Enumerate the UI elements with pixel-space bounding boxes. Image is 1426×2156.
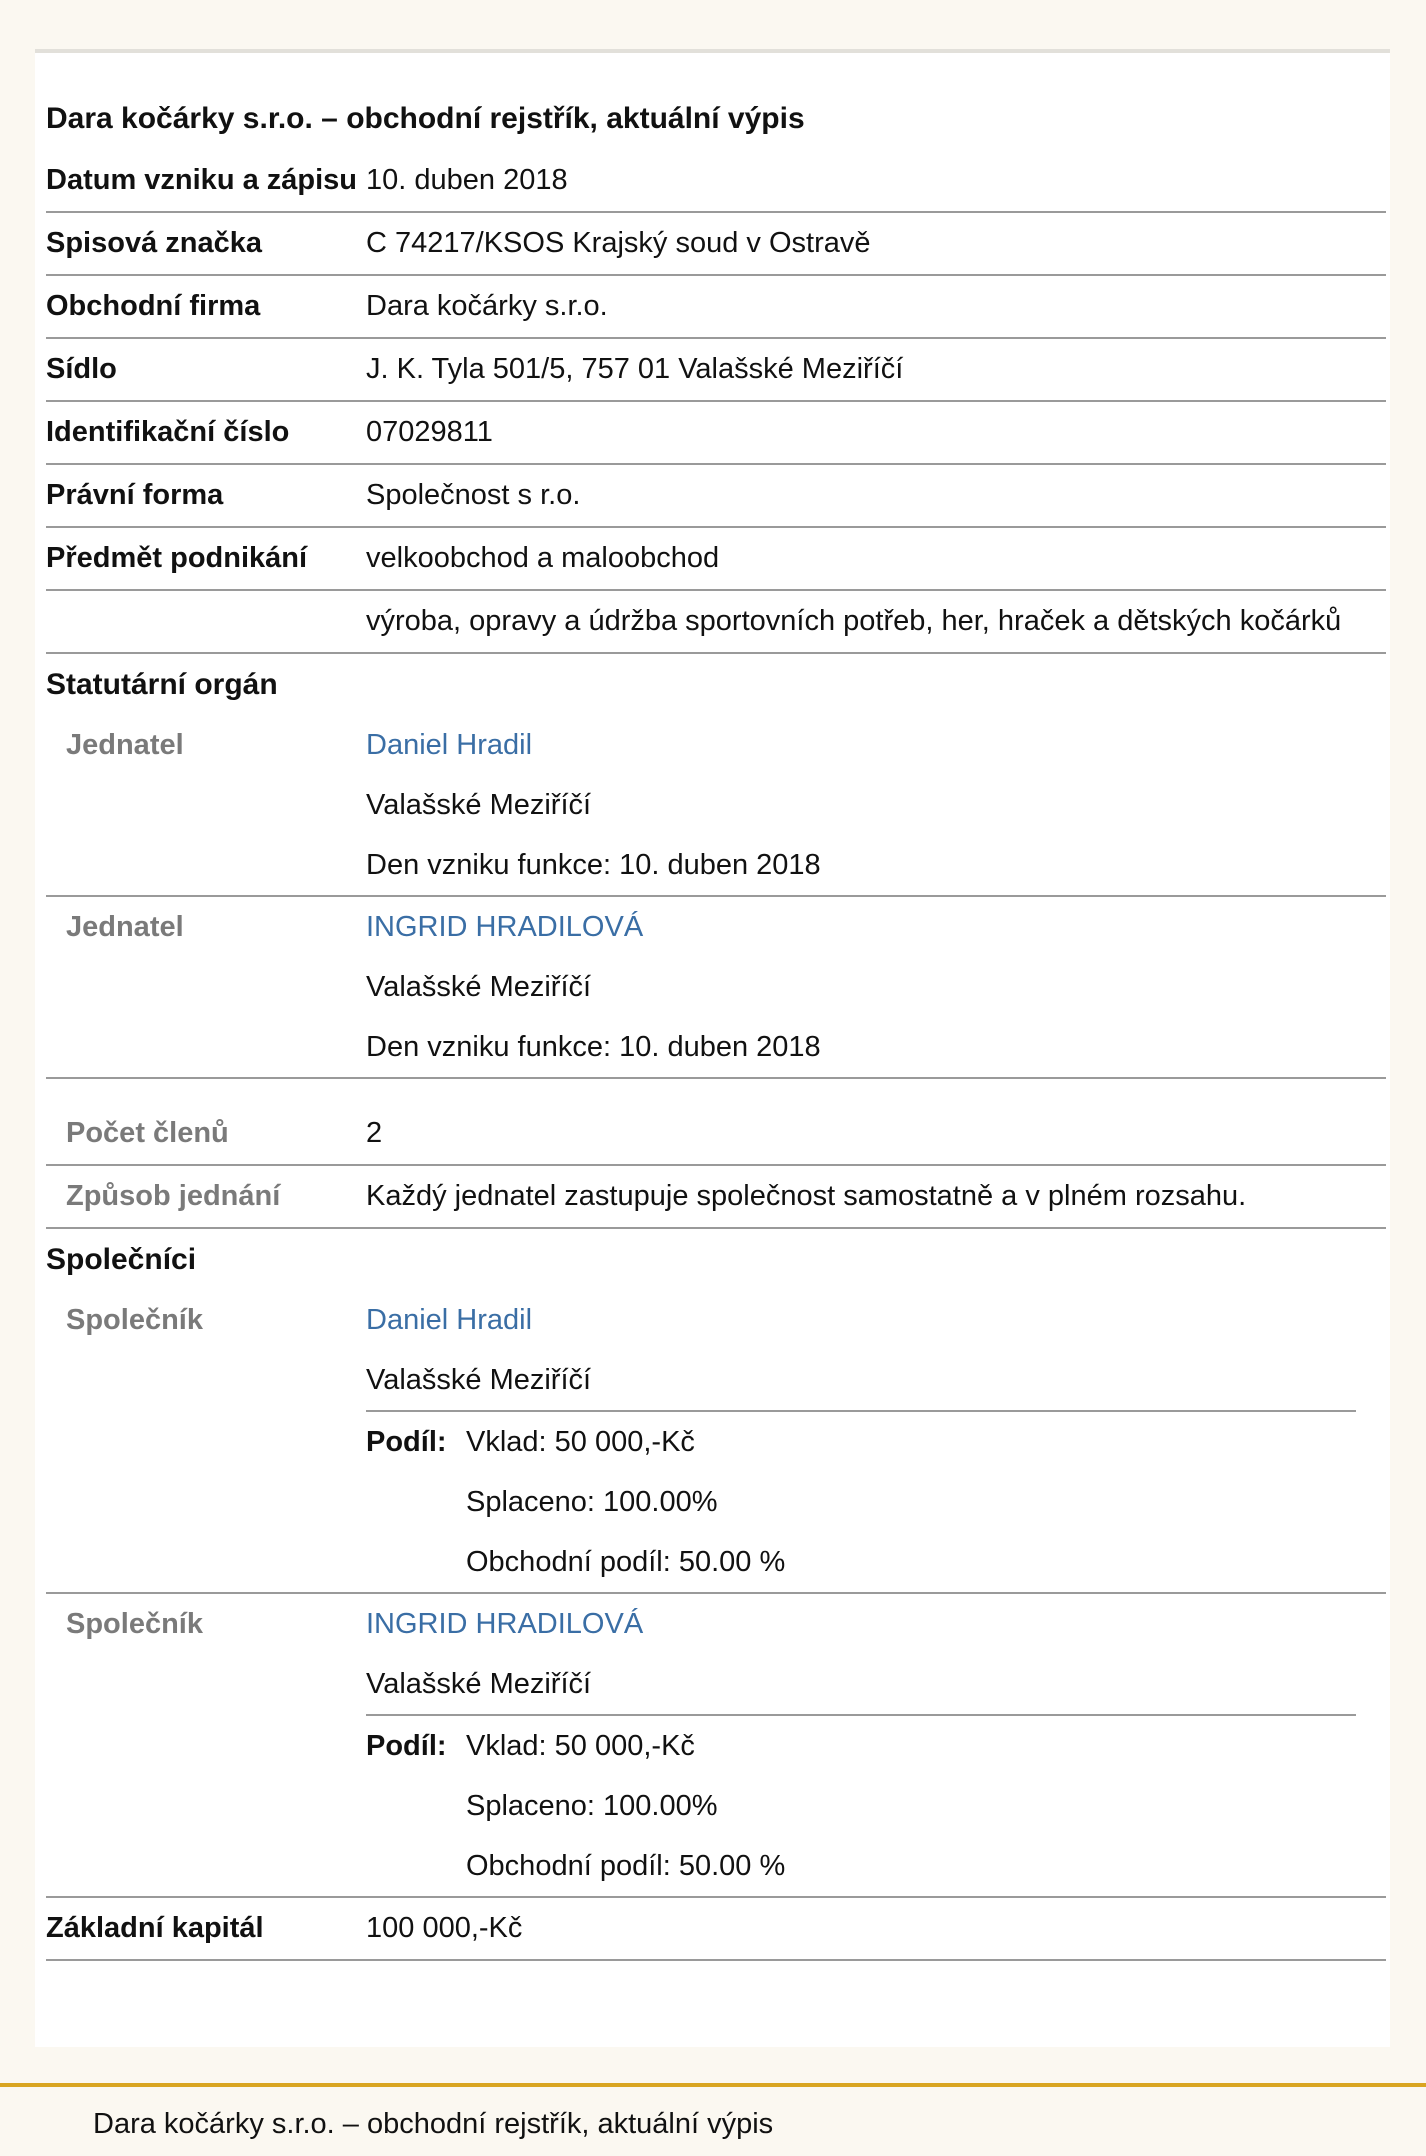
row-spis [46, 212, 1386, 275]
kapital-value: 100 000,-Kč [366, 1897, 1386, 1960]
row-predmet-1 [46, 527, 1386, 590]
predmet-value-1: velkoobchod a maloobchod [366, 527, 1386, 590]
footer-divider [0, 2083, 1426, 2087]
spis-label: Spisová značka [46, 212, 366, 275]
zpusob-label: Způsob jednání [46, 1165, 366, 1228]
row-zpusob [46, 1165, 1386, 1228]
ico-value: 07029811 [366, 401, 1386, 464]
firma-value: Dara kočárky s.r.o. [366, 275, 1386, 338]
podil-vklad: Vklad: 50 000,-Kč [466, 1730, 695, 1762]
pocet-value: 2 [366, 1103, 1386, 1165]
kapital-label: Základní kapitál [46, 1897, 366, 1960]
jednatel-place: Valašské Meziříčí [366, 971, 592, 1003]
predmet-value-2: výroba, opravy a údržba sportovních potřeb, her, hraček a dětských kočárků [366, 590, 1386, 653]
jednatel-name-link[interactable]: Daniel Hradil [366, 729, 533, 761]
jednatel-name-link[interactable]: INGRID HRADILOVÁ [366, 911, 644, 943]
jednatel-label: Jednatel [46, 896, 366, 1078]
row-predmet-2 [46, 590, 1386, 653]
podil-label: Podíl: [366, 1730, 447, 1762]
row-pocet [46, 1103, 1386, 1165]
registry-table [46, 150, 1386, 1961]
forma-value: Společnost s r.o. [366, 464, 1386, 527]
predmet-label: Předmět podnikání [46, 527, 366, 590]
spolecnik-name-link[interactable]: Daniel Hradil [366, 1304, 533, 1336]
jednatel-row [46, 715, 1386, 896]
spis-value: C 74217/KSOS Krajský soud v Ostravě [366, 212, 1386, 275]
podil-block [366, 1410, 1356, 1592]
row-ico [46, 401, 1386, 464]
statutarni-heading-row [46, 653, 1386, 715]
row-datum [46, 150, 1386, 212]
podil-obchodni: Obchodní podíl: 50.00 % [466, 1546, 786, 1578]
datum-value: 10. duben 2018 [366, 150, 1386, 212]
podil-vklad: Vklad: 50 000,-Kč [466, 1426, 695, 1458]
datum-label: Datum vzniku a zápisu [46, 150, 366, 212]
spolecnik-row [46, 1290, 1386, 1593]
spolecnici-heading: Společníci [46, 1243, 197, 1276]
podil-obchodni: Obchodní podíl: 50.00 % [466, 1850, 786, 1882]
spolecnik-place: Valašské Meziříčí [366, 1364, 592, 1396]
podil-block [366, 1714, 1356, 1896]
row-forma [46, 464, 1386, 527]
jednatel-since: Den vzniku funkce: 10. duben 2018 [366, 849, 821, 881]
row-kapital [46, 1897, 1386, 1960]
jednatel-row [46, 896, 1386, 1078]
jednatel-place: Valašské Meziříčí [366, 789, 592, 821]
podil-splaceno: Splaceno: 100.00% [466, 1486, 718, 1518]
jednatel-label: Jednatel [46, 715, 366, 896]
forma-label: Právní forma [46, 464, 366, 527]
jednatel-since: Den vzniku funkce: 10. duben 2018 [366, 1031, 821, 1063]
podil-label: Podíl: [366, 1426, 447, 1458]
spolecnik-place: Valašské Meziříčí [366, 1668, 592, 1700]
spolecnik-label: Společník [46, 1593, 366, 1897]
row-sidlo [46, 338, 1386, 401]
row-firma [46, 275, 1386, 338]
statutarni-heading: Statutární orgán [46, 668, 278, 701]
sidlo-value: J. K. Tyla 501/5, 757 01 Valašské Meziříčí [366, 338, 1386, 401]
podil-splaceno: Splaceno: 100.00% [466, 1790, 718, 1822]
spolecnik-row [46, 1593, 1386, 1897]
page-title: Dara kočárky s.r.o. – obchodní rejstřík, aktuální výpis [46, 102, 805, 135]
footer-title: Dara kočárky s.r.o. – obchodní rejstřík, aktuální výpis [93, 2108, 774, 2140]
ico-label: Identifikační číslo [46, 401, 366, 464]
pocet-label: Počet členů [46, 1103, 366, 1165]
firma-label: Obchodní firma [46, 275, 366, 338]
spolecnik-name-link[interactable]: INGRID HRADILOVÁ [366, 1608, 644, 1640]
zpusob-value: Každý jednatel zastupuje společnost samostatně a v plném rozsahu. [366, 1165, 1386, 1228]
spolecnik-label: Společník [46, 1290, 366, 1593]
sidlo-label: Sídlo [46, 338, 366, 401]
spolecnici-heading-row [46, 1228, 1386, 1290]
